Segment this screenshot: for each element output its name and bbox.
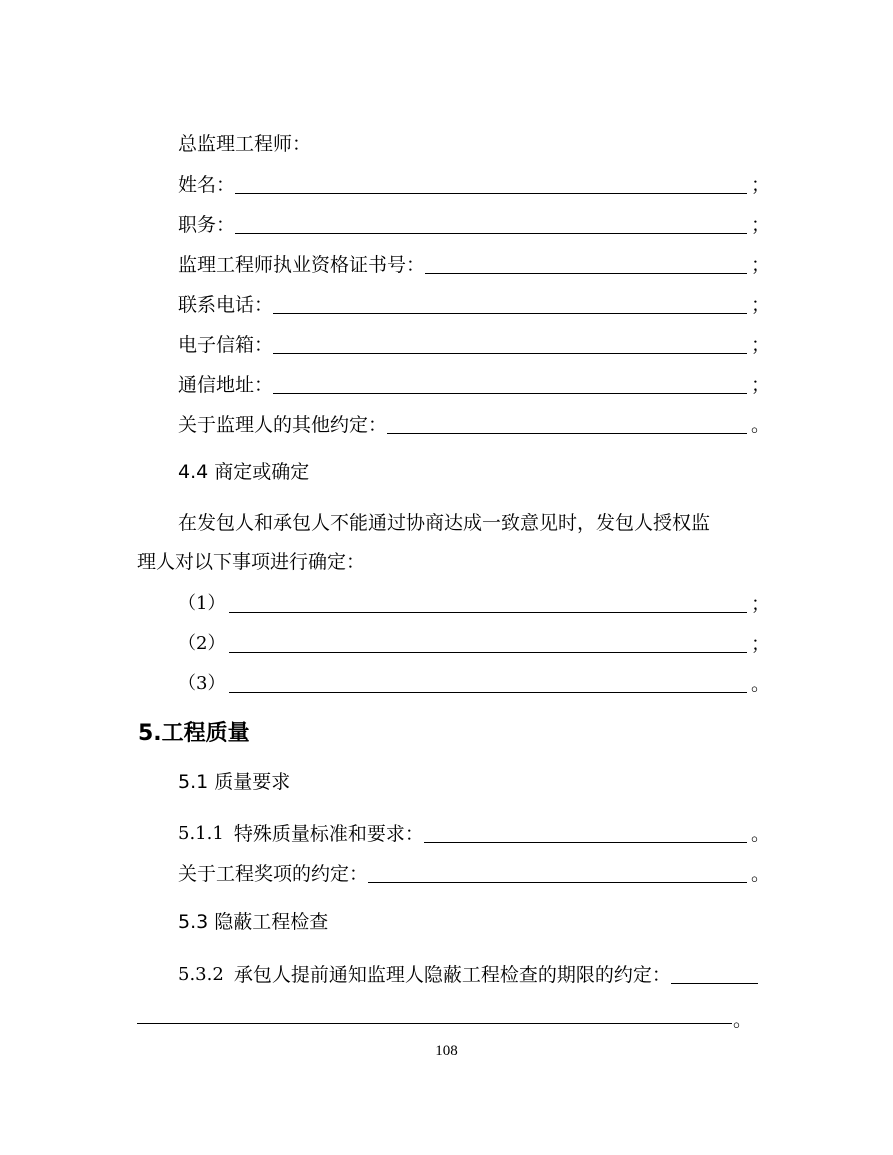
address-field-row: [178, 366, 770, 396]
item-number: （1）: [178, 593, 226, 614]
section-4-4-para-line2: 理人对以下事项进行确定：: [137, 551, 366, 573]
semicolon: ；: [750, 374, 770, 396]
hidden-works-notice-blank[interactable]: [671, 965, 758, 984]
determination-item-3: [178, 665, 770, 695]
address-blank[interactable]: [273, 375, 747, 394]
semicolon: ；: [750, 593, 770, 615]
cert-blank[interactable]: [425, 255, 747, 274]
other-agreement-row: [178, 406, 770, 436]
name-label: 姓名：: [178, 174, 236, 196]
email-field-row: [178, 326, 770, 356]
hidden-works-notice-label: 承包人提前通知监理人隐蔽工程检查的期限的约定：: [233, 964, 671, 986]
hidden-works-notice-blank-continued[interactable]: [137, 1023, 732, 1024]
semicolon: ；: [750, 214, 770, 236]
special-quality-blank[interactable]: [424, 824, 747, 843]
name-blank[interactable]: [235, 175, 747, 194]
period: 。: [733, 1009, 753, 1031]
section-4-4-heading: 4.4 商定或确定: [178, 461, 310, 483]
period: 。: [750, 823, 770, 845]
determination-item-2: [178, 625, 770, 655]
item-2-blank[interactable]: [229, 634, 747, 653]
cert-label: 监理工程师执业资格证书号：: [178, 254, 426, 276]
phone-blank[interactable]: [273, 295, 747, 314]
item-number: （3）: [178, 673, 226, 694]
semicolon: ；: [750, 294, 770, 316]
semicolon: ；: [750, 334, 770, 356]
name-field-row: [178, 166, 770, 196]
semicolon: ；: [750, 174, 770, 196]
hidden-works-notice-row: [178, 956, 758, 986]
section-5-1-heading: 5.1 质量要求: [178, 771, 291, 793]
item-1-blank[interactable]: [229, 594, 747, 613]
page-number: 108: [435, 1043, 458, 1059]
awards-row: [178, 855, 770, 885]
phone-label: 联系电话：: [178, 294, 274, 316]
position-label: 职务：: [178, 214, 236, 236]
email-label: 电子信箱：: [178, 334, 274, 356]
awards-blank[interactable]: [368, 864, 747, 883]
determination-item-1: [178, 585, 770, 615]
special-quality-row: [178, 815, 770, 845]
period: 。: [750, 863, 770, 885]
item-3-blank[interactable]: [229, 674, 747, 693]
phone-field-row: [178, 286, 770, 316]
supervisor-title: 总监理工程师：: [178, 133, 312, 155]
position-field-row: [178, 206, 770, 236]
semicolon: ；: [750, 254, 770, 276]
special-quality-label: 特殊质量标准和要求：: [233, 823, 424, 845]
other-agreement-blank[interactable]: [387, 415, 747, 434]
section-4-4-para-line1: 在发包人和承包人不能通过协商达成一致意见时，发包人授权监: [178, 512, 711, 534]
address-label: 通信地址：: [178, 374, 274, 396]
awards-label: 关于工程奖项的约定：: [178, 863, 369, 885]
section-5-3-heading: 5.3 隐蔽工程检查: [178, 911, 329, 933]
email-blank[interactable]: [273, 335, 747, 354]
other-agreement-label: 关于监理人的其他约定：: [178, 414, 388, 436]
cert-field-row: [178, 246, 770, 276]
section-5-heading: 5.工程质量: [138, 721, 250, 746]
period: 。: [750, 673, 770, 695]
item-5-1-1-number: 5.1.1: [178, 823, 224, 844]
item-number: （2）: [178, 633, 226, 654]
semicolon: ；: [750, 633, 770, 655]
position-blank[interactable]: [235, 215, 747, 234]
item-5-3-2-number: 5.3.2: [178, 964, 224, 985]
period: 。: [750, 414, 770, 436]
